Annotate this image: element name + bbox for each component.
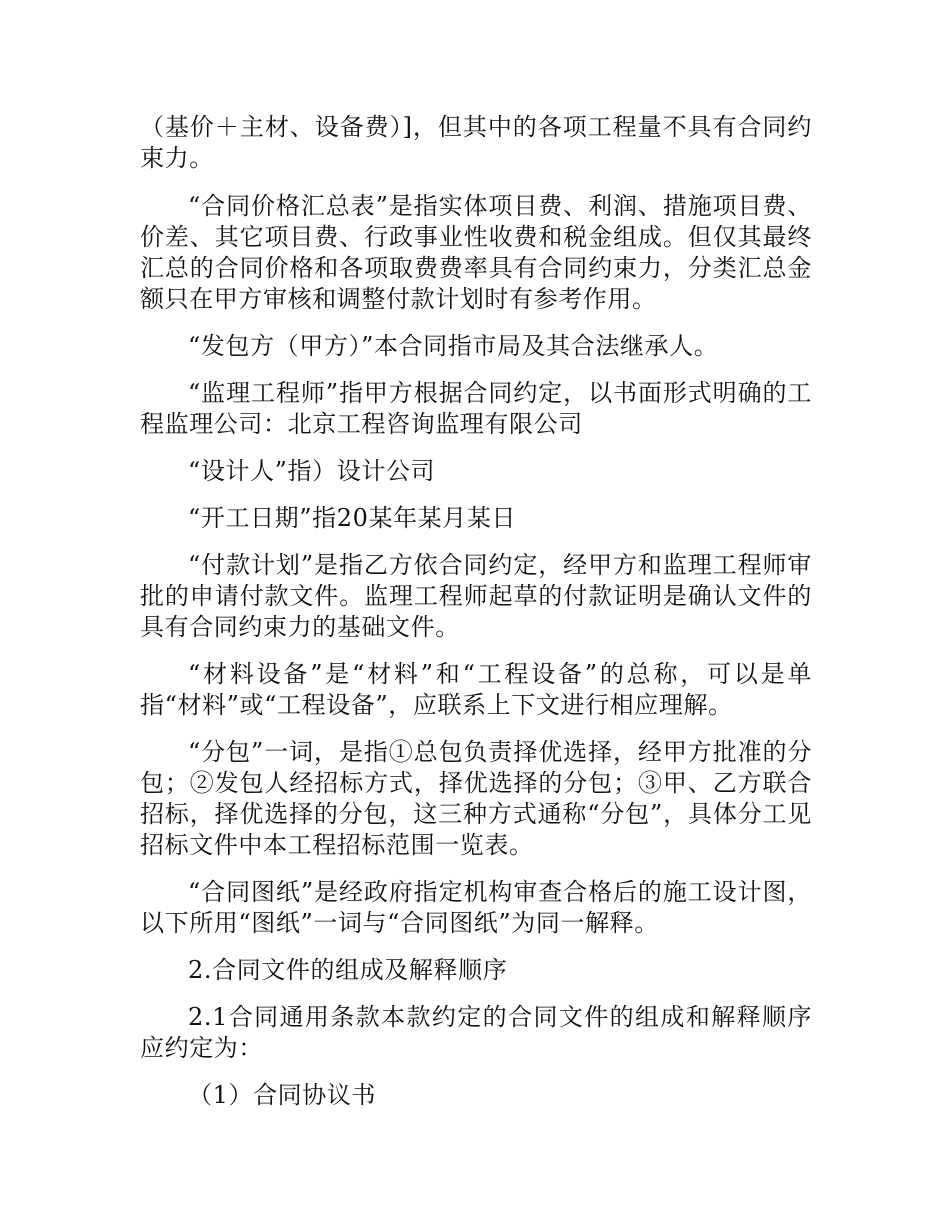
paragraph-contract-price-summary: “合同价格汇总表”是指实体项目费、利润、措施项目费、价差、其它项目费、行政事业性收费和税金组成。但仅其最终汇总的合同价格和各项取费费率具有合同约束力，分类汇总金额只在甲方审核和调整付款计划时有参考作用。: [140, 192, 812, 313]
paragraph-materials-equipment: “材料设备”是“材料”和“工程设备”的总称，可以是单指“材料”或“工程设备”，应联系上下文进行相应理解。: [140, 660, 812, 719]
paragraph-payment-plan: “付款计划”是指乙方依合同约定，经甲方和监理工程师审批的申请付款文件。监理工程师起草的付款证明是确认文件的具有合同约束力的基础文件。: [140, 551, 812, 641]
section-heading-contract-documents: 2.合同文件的组成及解释顺序: [188, 956, 508, 984]
paragraph-commencement-date: “开工日期”指20某年某月某日: [188, 504, 517, 532]
paragraph-employer-definition: “发包方（甲方）”本合同指市局及其合法继承人。: [188, 332, 719, 360]
paragraph-contract-drawings: “合同图纸”是经政府指定机构审查合格后的施工设计图，以下所用“图纸”一词与“合同图纸”为同一解释。: [140, 878, 812, 937]
paragraph-designer: “设计人”指）设计公司: [188, 457, 436, 485]
paragraph-clause-2-1: 2.1合同通用条款本款约定的合同文件的组成和解释顺序应约定为：: [140, 1003, 812, 1062]
paragraph-subcontract: “分包”一词，是指①总包负责择优选择，经甲方批准的分包；②发包人经招标方式，择优选择的分包；③甲、乙方联合招标，择优选择的分包，这三种方式通称“分包”，具体分工见招标文件中本工程招标范围一览表。: [140, 738, 812, 859]
list-item-agreement: （1）合同协议书: [188, 1081, 377, 1109]
paragraph-continuation: （基价＋主材、设备费）]，但其中的各项工程量不具有合同约束力。: [140, 113, 812, 172]
document-body: [140, 112, 812, 1127]
paragraph-supervising-engineer: “监理工程师”指甲方根据合同约定，以书面形式明确的工程监理公司：北京工程咨询监理有限公司: [140, 379, 812, 438]
